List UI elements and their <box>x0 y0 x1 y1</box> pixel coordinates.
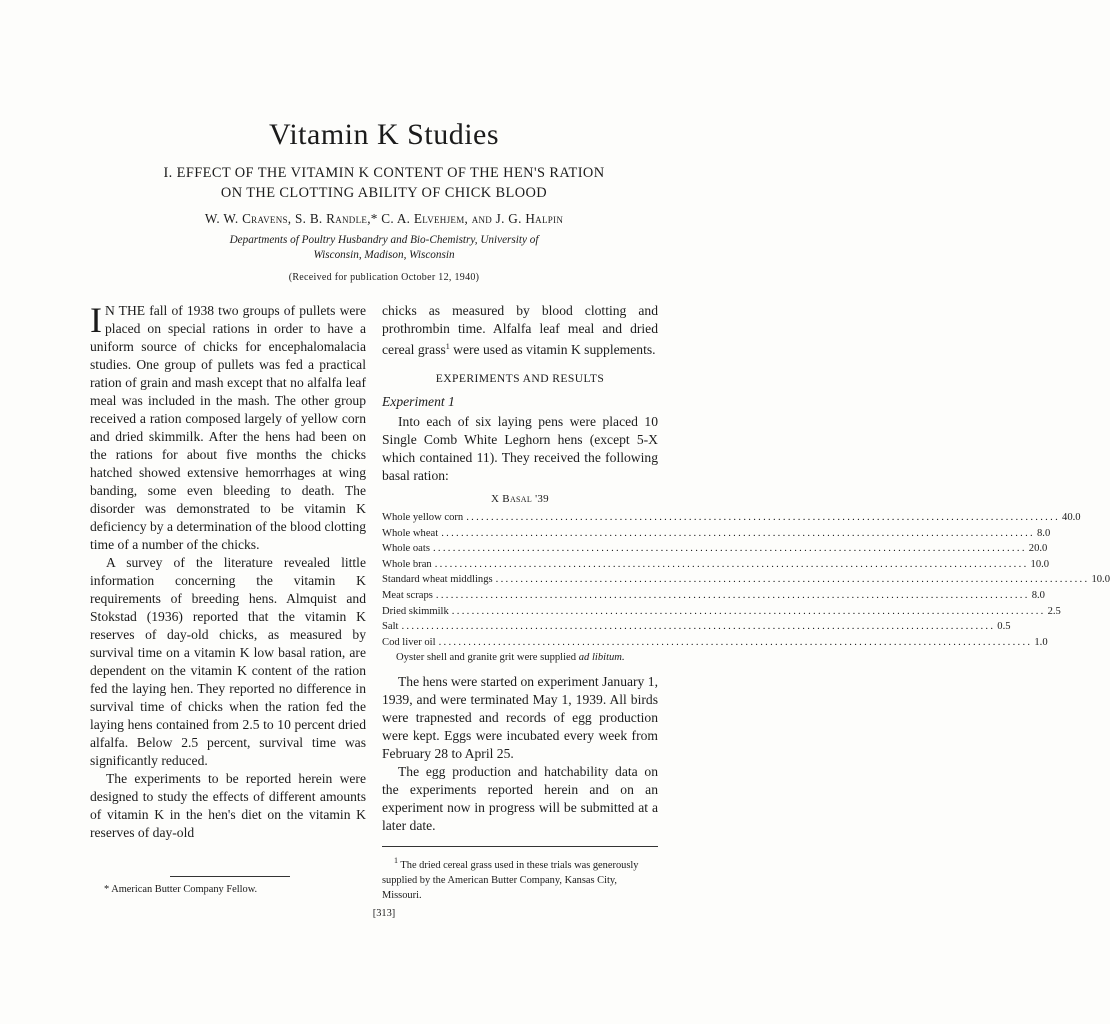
ration-value: 0.5 <box>997 621 1011 633</box>
purpose-paragraph: The experiments to be reported herein were designed to study the effects of different amounts of vitamin K in the hen's diet on the vitamin K reserves of day-old <box>90 771 366 840</box>
ration-row <box>382 526 1051 542</box>
footnote-mark-1: 1 <box>394 856 398 865</box>
dot-leader: ........................................................................................................................ <box>495 574 1090 586</box>
dot-leader: ........................................................................................................................ <box>401 621 996 633</box>
intro-paragraph <box>90 302 366 554</box>
ration-row <box>382 557 1050 573</box>
ration-row <box>382 541 1048 557</box>
future-data-paragraph: The egg production and hatchability data on the experiments reported herein and on an experiment now in progress will be submitted at a later date. <box>382 764 658 834</box>
ration-item: Whole wheat <box>382 527 439 539</box>
supplements-text-a: chicks as measured by blood clotting and prothrombin time. Alfalfa leaf meal and dried cereal grass <box>382 303 658 357</box>
ration-item: Standard wheat middlings <box>382 574 493 586</box>
ration-note-italic: ad libitum. <box>578 652 625 664</box>
paper-subtitle <box>90 163 678 203</box>
left-footnote-rule <box>170 876 290 877</box>
supplements-paragraph <box>382 302 658 359</box>
ration-row <box>382 635 1048 651</box>
left-column <box>90 302 366 842</box>
page-number: [313] <box>372 908 396 919</box>
ration-note-text: Oyster shell and granite grit were supplied <box>396 652 577 664</box>
ration-table-title: X Basal '39 <box>491 493 549 505</box>
dot-leader: ........................................................................................................................ <box>434 558 1029 570</box>
ration-value: 40.0 <box>1062 512 1081 523</box>
experiment-heading: Experiment 1 <box>382 394 455 409</box>
footnote-ref-1: 1 <box>445 342 450 351</box>
schedule-paragraph: The hens were started on experiment January 1, 1939, and were terminated May 1, 1939. All birds were trapnested and records of egg production were kept. Eggs were incubated every week from February 28 to April 25. <box>382 674 658 762</box>
paper-title: Vitamin K Studies <box>268 118 500 151</box>
affiliation-line-2: Wisconsin, Madison, Wisconsin <box>313 249 455 261</box>
ration-item: Whole oats <box>382 543 430 555</box>
ration-value: 2.5 <box>1047 605 1061 617</box>
ration-value: 10.0 <box>1091 574 1110 586</box>
ration-value: 1.0 <box>1034 636 1048 648</box>
ration-row <box>382 588 1045 604</box>
ration-row <box>382 572 1110 588</box>
right-footnote-rule <box>382 846 658 847</box>
ration-item: Salt <box>382 621 399 633</box>
ration-note <box>382 651 658 665</box>
dot-leader: ........................................................................................................................ <box>432 543 1027 555</box>
supplements-text-b: were used as vitamin K supplements. <box>449 342 656 357</box>
ration-item: Cod liver oil <box>382 636 436 648</box>
ration-row <box>382 510 1081 526</box>
dot-leader: ........................................................................................................................ <box>438 636 1033 648</box>
ration-table <box>382 510 1110 650</box>
received-date: (Received for publication October 12, 1940) <box>288 272 480 283</box>
right-column <box>382 302 1110 835</box>
ration-item: Meat scraps <box>382 589 433 601</box>
ration-value: 20.0 <box>1028 543 1048 555</box>
section-heading: EXPERIMENTS AND RESULTS <box>435 372 605 385</box>
pens-paragraph: Into each of six laying pens were placed 10 Single Comb White Leghorn hens (except 5-X which contained 11). They received the following basal ration: <box>382 414 658 483</box>
drop-cap: I <box>90 300 102 340</box>
left-footnote: * American Butter Company Fellow. <box>104 884 258 895</box>
affiliation <box>150 233 618 263</box>
right-footnote <box>382 853 658 903</box>
right-footnote-text: The dried cereal grass used in these trials was generously supplied by the American Butter Company, Kansas City, Missouri. <box>382 860 639 901</box>
ration-item: Dried skimmilk <box>382 605 449 617</box>
ration-item: Whole yellow corn <box>382 512 464 523</box>
subtitle-line-2: ON THE CLOTTING ABILITY OF CHICK BLOOD <box>220 185 548 201</box>
ration-row <box>382 619 1011 635</box>
literature-paragraph: A survey of the literature revealed little information concerning the vitamin K requirements of breeding hens. Almquist and Stokstad (1936) reported that the vitamin K reserves of day-old chicks, as measured by survival time on a vitamin K low basal ration, are dependent on the vitamin K content of the ration fed the laying hen. They reported no difference in survival time of chicks when the ration fed the laying hens contained from 2.5 to 10 percent dried alfalfa. Below 2.5 percent, survival time was significantly reduced. <box>90 555 366 768</box>
dot-leader: ........................................................................................................................ <box>466 512 1061 523</box>
ration-value: 10.0 <box>1030 558 1050 570</box>
affiliation-line-1: Departments of Poultry Husbandry and Bio-Chemistry, University of <box>229 234 539 246</box>
dot-leader: ........................................................................................................................ <box>451 605 1046 617</box>
ration-value: 8.0 <box>1037 527 1051 539</box>
subtitle-line-1: I. EFFECT OF THE VITAMIN K CONTENT OF THE HEN'S RATION <box>163 165 605 181</box>
dot-leader: ........................................................................................................................ <box>435 589 1030 601</box>
intro-paragraph-text: N THE fall of 1938 two groups of pullets were placed on special rations in order to have a uniform source of chicks for encephalomalacia studies. One group of pullets was fed a practical ration of grain and mash except that no alfalfa leaf meal was included in the mash. The other group received a ration composed largely of yellow corn and dried skimmilk. After the hens had been on the rations for about five months the chicks hatched showed extensive hemorrhages at wing banding, some even bleeding to death. The disorder was demonstrated to be vitamin K deficiency by a determination of the blood clotting time of a number of the chicks. <box>90 303 366 552</box>
author-list: W. W. Cravens, S. B. Randle,* C. A. Elvehjem, and J. G. Halpin <box>204 211 564 226</box>
ration-value: 8.0 <box>1031 589 1045 601</box>
dot-leader: ........................................................................................................................ <box>441 527 1035 539</box>
ration-row <box>382 604 1061 620</box>
ration-item: Whole bran <box>382 558 432 570</box>
